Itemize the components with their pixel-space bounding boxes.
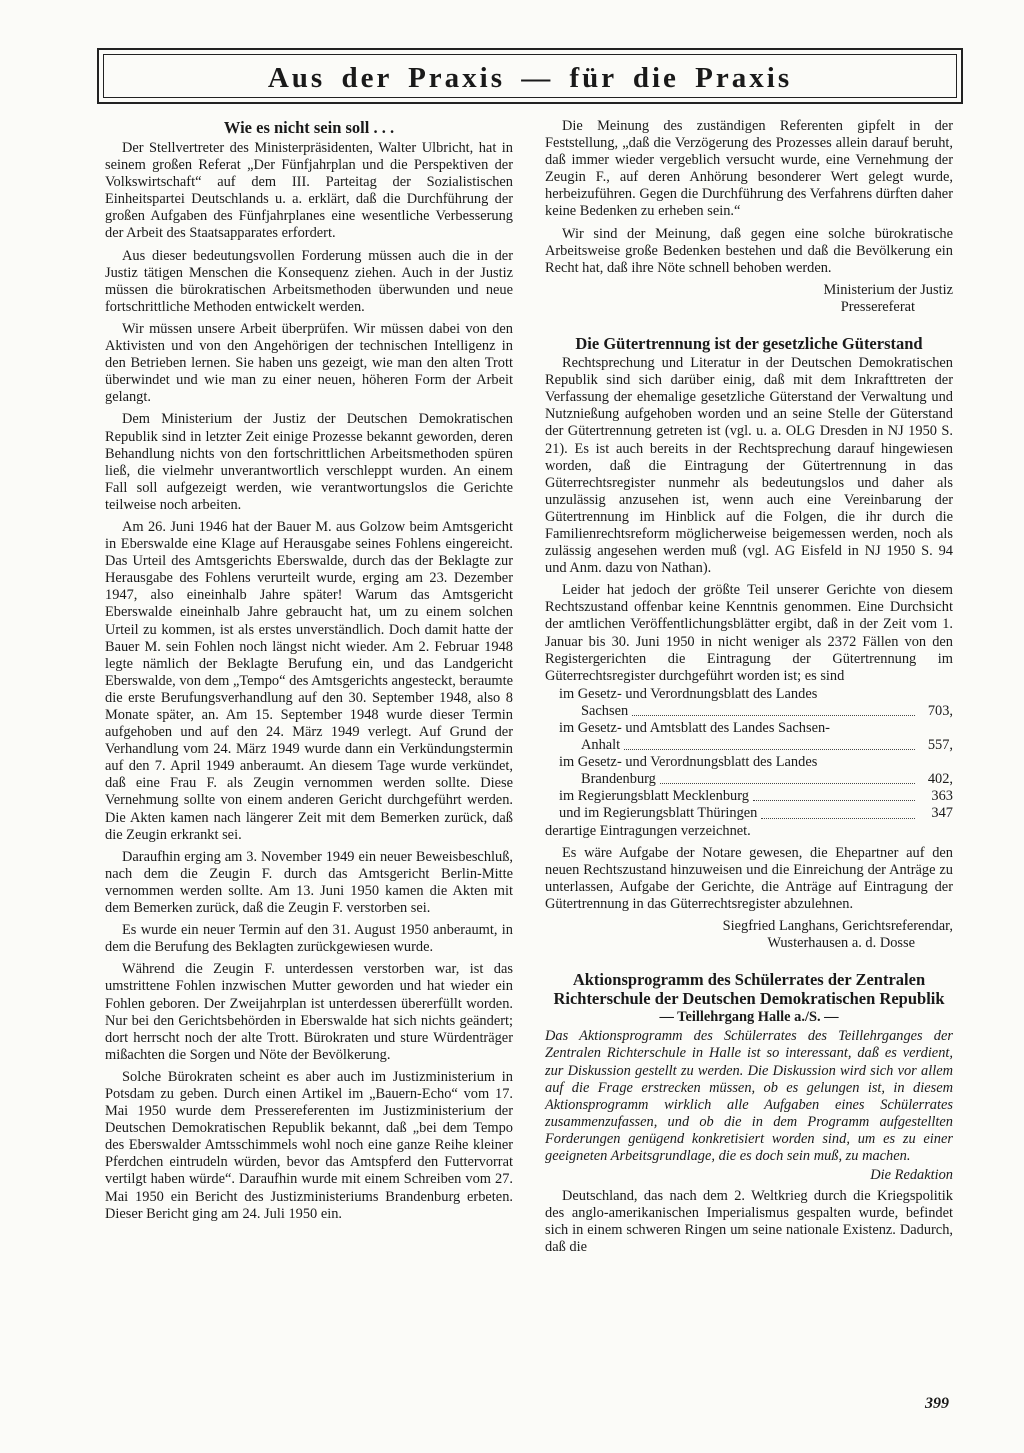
paragraph: Deutschland, das nach dem 2. Weltkrieg durch die Kriegspolitik des anglo-amerikanischen Imperialismus gespalten wurde, befindet sich in einem schweren Ringen um seine nationale Existenz. Dadurch, daß die [545,1188,953,1256]
list-item [545,805,953,822]
dot-leader [632,715,915,716]
list-item [545,788,953,805]
list-item [545,771,953,788]
right-column [545,118,953,1262]
paragraph: Aus dieser bedeutungsvollen Forderung müssen auch die in der Justiz tätigen Menschen die Konsequenz ziehen. Auch in der Justiz müssen die bürokratischen Arbeitsmethoden überwunden und neue fortschrittliche Methoden entwickelt werden. [105,247,513,315]
article-heading-guetertrennung: Die Gütertrennung ist der gesetzliche Güterstand [575,334,923,354]
list-item-label: im Gesetz- und Amtsblatt des Landes Sachsen- [559,720,830,736]
dot-leader [624,749,915,750]
paragraph: Es wäre Aufgabe der Notare gewesen, die Ehepartner auf den neuen Rechtszustand hinzuweisen und die Einreichung der Anträge zu unterlassen, Aufgabe der Gerichte, die Anträge auf Eintragung der Gütertrennung in das Güterrechtsregister abzulehnen. [545,844,953,912]
signature-line: Siegfried Langhans, Gerichtsreferendar, [722,918,953,935]
list-item-count: 402, [927,771,953,788]
paragraph: Leider hat jedoch der größte Teil unserer Gerichte von diesem Rechtszustand offenbar keine Kenntnis genommen. Eine Durchsicht der amtlichen Veröffentlichungsblätter ergibt, daß in der Zeit vom 1. Januar bis 30. Juni 1950 in nicht weniger als 2372 Fällen von den Registergerichten die Eintragung der Gütertrennung im Güterrechtsregister durchgeführt worden ist; es sind [545,582,953,684]
paragraph: Solche Bürokraten scheint es aber auch im Justizministerium in Potsdam zu geben. Durch einen Artikel im „Bauern-Echo“ vom 17. Mai 1950 wurde dem Pressereferenten im Justizministerium der Deutschen Demokratischen Republik bekannt, daß „bei dem Tempo des Eberswalder Amtsschimmels wohl noch eine ganze Reihe kleiner Pferdchen eintrudeln würden, bevor das Amtspferd den Futtervorrat vertilgt haben würde“. Daraufhin wurde mit einem Schreiben vom 27. Mai 1950 ein Bericht des Justizministeriums Brandenburg erbeten. Dieser Bericht ging am 24. Juli 1950 ein. [105,1068,513,1222]
list-item-label: im Gesetz- und Verordnungsblatt des Landes [559,685,818,702]
article-heading-aktionsprogramm: Aktionsprogramm des Schülerrates der Zentralen Richterschule der Deutschen Demokratischen Republik [553,970,945,1009]
list-item-label: Sachsen [581,702,629,719]
list-item-count: 703, [927,702,953,719]
left-column [105,118,513,1228]
editorial-signature: Die Redaktion [870,1167,953,1184]
signature-line: Ministerium der Justiz [823,281,953,298]
section-banner [97,48,963,104]
editorial-note: Das Aktionsprogramm des Schülerrates des Teillehrganges der Zentralen Richterschule in Halle ist so interessant, daß es verdient, zur Diskussion gestellt zu werden. Die Diskussion wird sich vor allem auf die Frage erstrecken müssen, ob es gelungen ist, in diesem Aktionsprogramm wirklich alle Aufgaben eines Schülerrates zusammenzufassen, und ob die in dem Programm aufgestellten Forderungen genügend konkretisiert worden sind, um es zu einer geeigneten Arbeitsgrundlage, die es doch sein muß, zu machen. [545,1028,953,1164]
paragraph: Die Meinung des zuständigen Referenten gipfelt in der Feststellung, „daß die Verzögerung des Prozesses allein darauf beruht, daß immer wieder vergeblich versucht wurde, eine Vernehmung der Zeugin F., auf deren Anhörung besonderer Wert gelegt wurde, herbeizuführen. Gegen die Durchführung des Verfahrens dürften daher keine Bedenken zu erheben sein.“ [545,118,953,220]
signature-line: Wusterhausen a. d. Dosse [767,935,915,952]
signature-line: Pressereferat [840,298,915,315]
list-item [545,737,953,754]
list-item [545,720,953,737]
list-item-label: im Regierungsblatt Mecklenburg [559,788,749,805]
list-item [545,754,953,771]
paragraph: Am 26. Juni 1946 hat der Bauer M. aus Golzow beim Amtsgericht in Eberswalde eine Klage auf Herausgabe seines Fohlens eingereicht. Das Urteil des Amtsgerichts Eberswalde, durch das der Beklagte zur Herausgabe des Fohlens verurteilt wurde, erging am 23. Dezember 1947, also eineinhalb Jahre später! Warum das Amtsgericht Eberswalde eineinhalb Jahre gebraucht hat, um zu einem solchen Urteil zu kommen, ist als erstes unverständlich. Doch damit hatte der Bauer M. sein Fohlen noch längst nicht wieder. Am 2. Februar 1948 legte nämlich der Beklagte Berufung ein, und das Landgericht Eberswalde, von dem „Tempo“ des Amtsgerichts angesteckt, beraumte die erste Berufungsverhandlung auf den 30. September 1948, also 8 Monate später, an. Am 15. September 1948 wurde dieser Termin aufgehoben und auf den 24. März 1949 verlegt. Auf Grund der Verhandlung vom 24. März 1949 wurde dann ein Verkündungstermin auf den 7. April 1949 anberaumt. An diesem Tage wurde verkündet, daß eine Frau F. als Zeugin vernommen werden sollte. Diese Vernehmung sollte von einem anderen Gericht durchgeführt werden. Die Akten kamen nach längerer Zeit mit dem Bemerken zurück, daß die Zeugin erkrankt sei. [105,518,513,843]
list-item-count: 363 [931,788,953,805]
list-item [545,686,953,703]
section-title: Aus der Praxis — für die Praxis [267,62,793,94]
list-item-count: 557, [927,737,953,754]
paragraph: Wir müssen unsere Arbeit überprüfen. Wir müssen dabei von den Aktivisten und von den Angehörigen der technischen Intelligenz in den Betrieben lernen. Sie haben uns gezeigt, wie man den alten Trott überwindet und wie man zu einer neuen, höheren Form der Arbeit gelangt. [105,320,513,406]
list-item-count: 347 [931,805,953,822]
list-item-label: Anhalt [581,737,621,754]
paragraph: Dem Ministerium der Justiz der Deutschen Demokratischen Republik sind in letzter Zeit einige Prozesse bekannt geworden, deren Behandlung nichts von den fortschrittlichen Arbeitsmethoden spüren ließ, die vielmehr unverantwortlich verschleppt wurden. An einem Fall soll aufgezeigt werden, wie verantwortungslos die Gerichte teilweise noch arbeiten. [105,411,513,513]
paragraph: Es wurde ein neuer Termin auf den 31. August 1950 anberaumt, in dem die Berufung des Beklagten zurückgewiesen wurde. [105,922,513,956]
paragraph: Der Stellvertreter des Ministerpräsidenten, Walter Ulbricht, hat in seinem großen Referat „Der Fünfjahrplan und die Perspektiven der Volkswirtschaft“ auf dem III. Parteitag der Sozialistischen Einheitspartei Deutschlands u. a. erklärt, daß die Durchführung der großen Aufgaben des Fünfjahrplanes eine wesentliche Verbesserung der Arbeit des Staatsapparates erfordert. [105,140,513,242]
list-item-label: und im Regierungsblatt Thüringen [559,805,758,822]
list-item-label: Brandenburg [581,771,656,788]
paragraph: Daraufhin erging am 3. November 1949 ein neuer Beweisbeschluß, nach dem die Zeugin F. durch das Amtsgericht Berlin-Mitte vernommen werden sollte. Am 13. Juni 1950 kamen die Akten mit dem Bemerken zurück, daß die Zeugin F. verstorben sei. [105,848,513,917]
list-item-label: im Gesetz- und Verordnungsblatt des Landes [559,754,818,771]
paragraph: derartige Eintragungen verzeichnet. [545,822,751,839]
dot-leader [761,818,915,819]
article-subheading: — Teillehrgang Halle a./S. — [659,1009,839,1026]
list-item [545,703,953,720]
dot-leader [660,783,915,784]
registry-count-list [545,686,953,823]
dot-leader [753,800,915,801]
page-number: 399 [925,1395,949,1412]
paragraph: Rechtsprechung und Literatur in der Deutschen Demokratischen Republik sind sich darüber einig, daß mit dem Inkrafttreten der Verfassung der ehemalige gesetzliche Güterstand der Verwaltung und Nutznießung aufgehoben worden und an seine Stelle der Güterstand der Gütertrennung getreten ist (vgl. u. a. OLG Dresden in NJ 1950 S. 21). Es ist auch bereits in der Rechtsprechung darauf hingewiesen worden, daß die Eintragung der Gütertrennung in das Güterrechtsregister nunmehr als bedeutungslos und daher als unzulässig anzusehen ist, wenn auch eine Vereinbarung der Gütertrennung im Hinblick auf die Folgen, die ihr durch die Familienrechtsreform möglicherweise beigemessen werden, noch als zulässig angesehen werden muß (vgl. AG Eisfeld in NJ 1950 S. 94 und Anm. dazu von Nathan). [545,355,953,577]
article-heading-wie-es-nicht: Wie es nicht sein soll . . . [223,118,395,137]
paragraph: Wir sind der Meinung, daß gegen eine solche bürokratische Arbeitsweise große Bedenken bestehen und daß die Bevölkerung ein Recht hat, daß ihre Nöte schnell behoben werden. [545,225,953,276]
paragraph: Während die Zeugin F. unterdessen verstorben war, ist das umstrittene Fohlen inzwischen Mutter geworden und hat wieder ein Fohlen geboren. Der Zweijahrplan ist unterdessen übererfüllt worden. Nur bei den Gerichtsbehörden in Eberswalde hat sich nichts geändert; dort herrscht noch der alte Trott. Bürokraten und sture Würdenträger mißachten die Sorgen und Nöte der Bevölkerung. [105,961,513,1063]
